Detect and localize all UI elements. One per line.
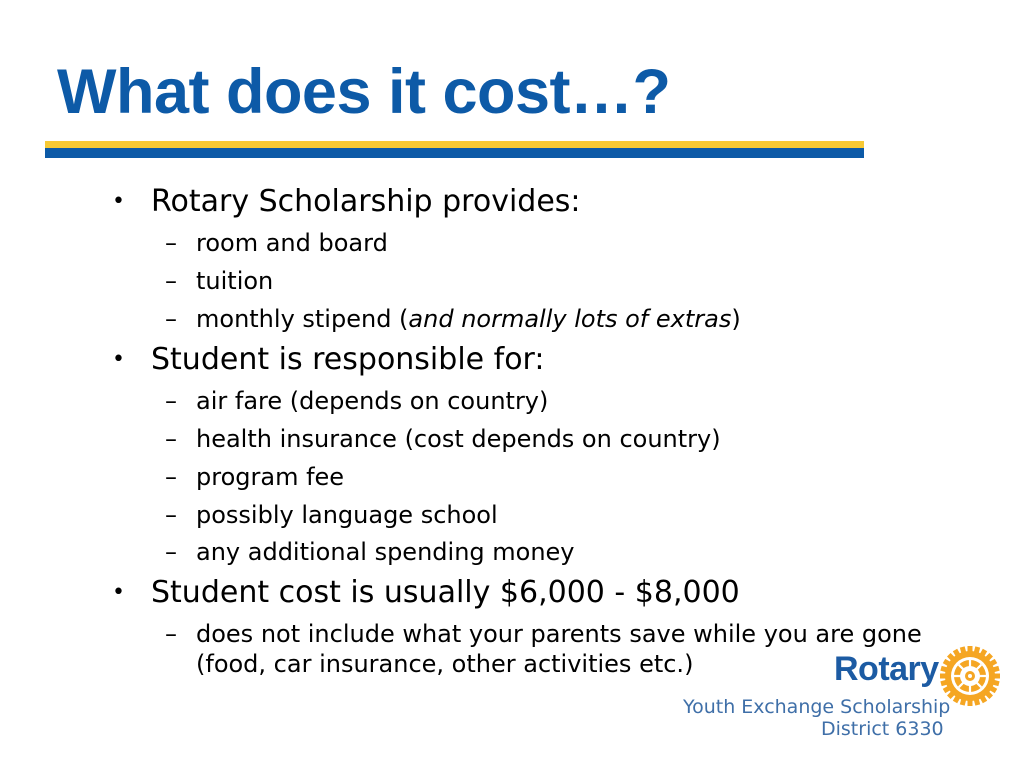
dash-icon: – [165,305,177,333]
sub-bullet-item: – does not include what your parents save while you are gone [165,620,922,648]
bullet-dot-icon: • [112,347,125,372]
sub-bullet-item: – possibly language school [165,501,498,529]
dash-icon: – [165,267,177,295]
bullet-dot-icon: • [112,189,125,214]
sub-bullet-item: – program fee [165,463,345,491]
dash-icon: – [165,425,177,453]
logo-wordmark: Rotary [834,650,939,688]
dash-icon: – [165,387,177,415]
bullet-item: • Rotary Scholarship provides: [112,184,581,219]
logo-district: District 6330 [821,718,944,740]
sub-bullet-continuation: (food, car insurance, other activities etc.) [196,650,694,678]
rotary-logo [683,644,1003,740]
dash-icon: – [165,538,177,566]
bullet-dot-icon: • [112,580,125,605]
sub-bullet-item: – any additional spending money [165,538,575,566]
dash-icon: – [165,463,177,491]
rotary-wheel-icon [938,644,1002,708]
sub-bullet-item: – air fare (depends on country) [165,387,549,415]
bullet-item: • Student cost is usually $6,000 - $8,000 [112,575,740,610]
dash-icon: – [165,620,177,648]
bullet-item: • Student is responsible for: [112,342,545,377]
sub-bullet-item: – tuition [165,267,274,295]
dash-icon: – [165,229,177,257]
logo-subtitle: Youth Exchange Scholarship [683,696,951,718]
dash-icon: – [165,501,177,529]
slide-title: What does it cost…? [57,57,671,127]
sub-bullet-item: – health insurance (cost depends on country) [165,425,721,453]
sub-bullet-item: – monthly stipend (and normally lots of extras) [165,305,741,333]
sub-bullet-item: – room and board [165,229,388,257]
